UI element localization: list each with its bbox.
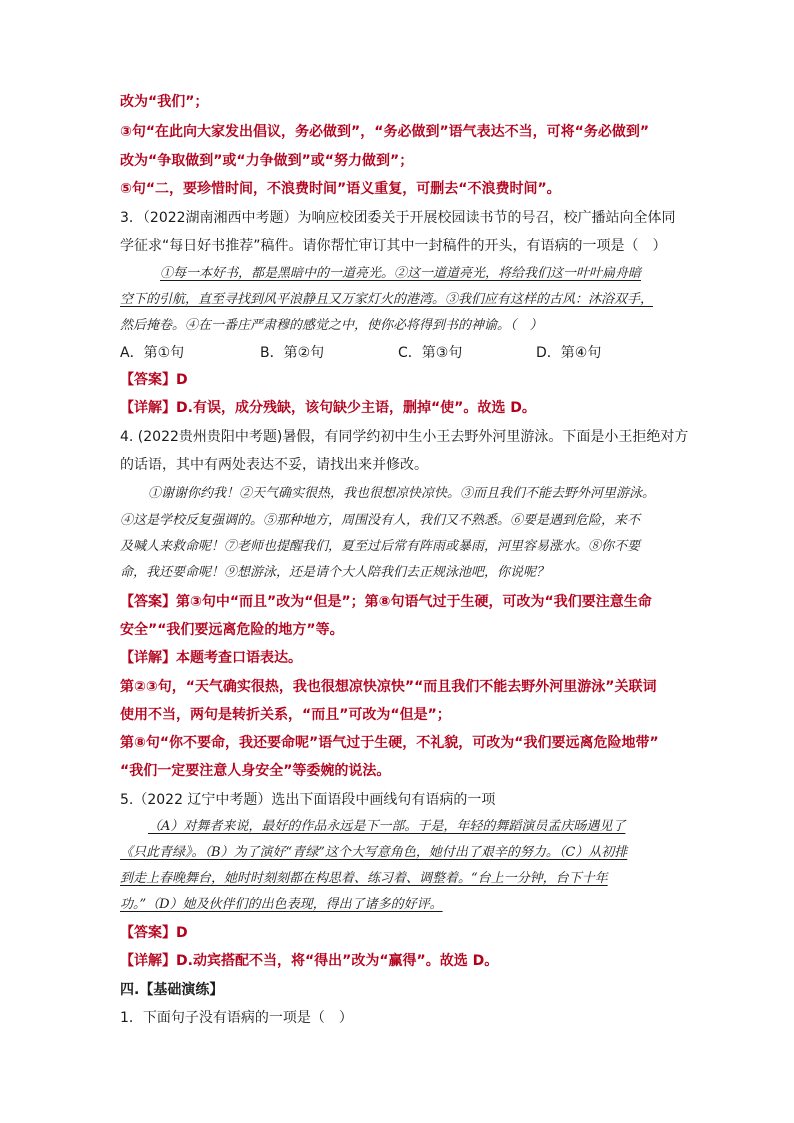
section-q1-stem: 1．下面句子没有语病的一项是（ ）	[120, 1010, 353, 1026]
q4-passage-line-1: ①谢谢你约我！②天气确实很热，我也很想凉快凉快。③而且我们不能去野外河里游泳。	[148, 486, 656, 501]
prev-answer-line-3: 改为“争取做到”或“力争做到”或“努力做到”；	[120, 153, 414, 169]
q4-detail-line-5: “我们一定要注意人身安全”等委婉的说法。	[120, 763, 391, 779]
q4-detail-line-3: 使用不当，两句是转折关系，“而且”可改为“但是”；	[120, 707, 451, 723]
q5-passage-line-1: （A）对舞者来说，最好的作品永远是下一部。于是，年轻的舞蹈演员孟庆旸遇见了	[148, 819, 626, 834]
q5-stem: 5.（2022 辽宁中考题）选出下面语段中画线句有语病的一项	[120, 792, 496, 808]
q4-passage-line-4: 命，我还要命呢！⑨想游泳，还是请个大人陪我们去正规泳池吧，你说呢？	[120, 565, 550, 580]
q5-detail: 【详解】D.动宾搭配不当，将“得出”改为“赢得”。故选 D。	[120, 953, 499, 969]
q5-passage-line-3: 到走上春晚舞台，她时时刻刻都在构思着、练习着、调整着。“台上一分钟，台下十年	[120, 871, 608, 886]
q4-detail-line-2: 第②③句，“天气确实很热，我也很想凉快凉快”“而且我们不能去野外河里游泳”关联词	[120, 679, 657, 695]
q3-passage-line-3: 然后掩卷。④在一番庄严肃穆的感觉之中，使你必将得到书的神谕。（ ）	[120, 318, 543, 333]
q4-detail-line-1: 【详解】本题考查口语表达。	[120, 650, 302, 666]
q3-detail: 【详解】D.有误，成分残缺，该句缺少主语，删掉“使”。故选 D。	[120, 400, 536, 416]
prev-answer-line-1: 改为“我们”；	[120, 94, 209, 110]
q3-passage-line-1: ①每一本好书，都是黑暗中的一道亮光。②这一道道亮光，将给我们这一叶叶扁舟暗	[160, 266, 642, 281]
q5-passage-line-4: 功。”（D）她及伙伴们的出色表现，得出了诸多的好评。	[120, 897, 443, 912]
q3-stem-line-1: 3．（2022湖南湘西中考题）为响应校团委关于开展校园读书节的号召，校广播站向全体同	[120, 210, 676, 226]
section-title: 四.【基础演练】	[120, 982, 224, 998]
q3-option-b: B．第②句	[260, 345, 325, 361]
q4-stem-line-1: 4. (2022贵州贵阳中考题)暑假，有同学约初中生小王去野外河里游泳。下面是小王拒绝对方	[120, 429, 689, 445]
prev-answer-line-4: ⑤句“二，要珍惜时间，不浪费时间”语义重复，可删去“不浪费时间”。	[120, 181, 561, 197]
q4-answer-line-1: 【答案】第③句中“而且”改为“但是”；第⑧句语气过于生硬，可改为“我们要注意生命	[120, 594, 652, 610]
q3-answer: 【答案】D	[120, 372, 188, 388]
q3-stem-line-2: 学征求“每日好书推荐”稿件。请你帮忙审订其中一封稿件的开头，有语病的一项是（ ）	[120, 238, 667, 254]
q3-passage-line-2: 空下的引航，直至寻找到风平浪静且又万家灯火的港湾。③我们应有这样的古风：沐浴双手，	[120, 292, 654, 307]
prev-answer-line-2: ③句“在此向大家发出倡议，务必做到”，“务必做到”语气表达不当，可将“务必做到”	[120, 124, 650, 140]
q3-option-c: C．第③句	[398, 345, 463, 361]
q4-answer-line-2: 安全”“我们要远离危险的地方”等。	[120, 622, 344, 638]
q4-stem-line-2: 的话语，其中有两处表达不妥，请找出来并修改。	[120, 457, 428, 473]
q4-passage-line-3: 及喊人来救命呢！⑦老师也提醒我们，夏至过后常有阵雨或暴雨，河里容易涨水。⑧你不要	[120, 539, 641, 554]
q3-option-a: A．第①句	[120, 345, 185, 361]
q4-detail-line-4: 第⑧句“你不要命，我还要命呢”语气过于生硬，不礼貌，可改为“我们要远离危险地带”	[120, 735, 659, 751]
q5-passage-line-2: 《只此青绿》。（B）为了演好“青绿”这个大写意角色，她付出了艰辛的努力。（C）从初排	[120, 845, 628, 860]
q3-option-d: D．第④句	[536, 345, 602, 361]
q5-answer: 【答案】D	[120, 925, 188, 941]
q4-passage-line-2: ④这是学校反复强调的。⑤那种地方，周围没有人，我们又不熟悉。⑥要是遇到危险，来不	[120, 513, 641, 528]
